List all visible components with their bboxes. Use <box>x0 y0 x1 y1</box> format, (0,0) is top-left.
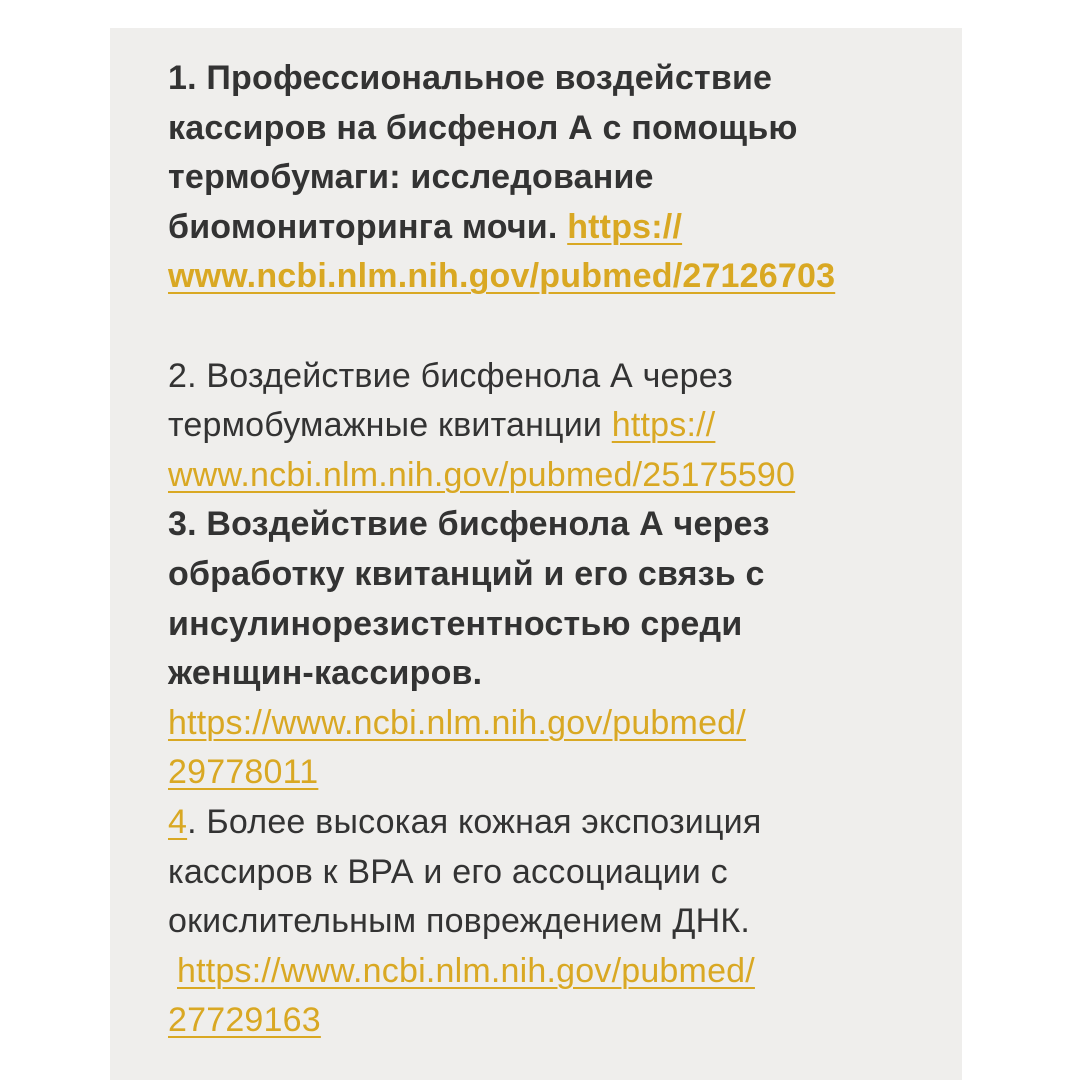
item-3-line-6 <box>168 748 938 798</box>
reference-item-4 <box>168 798 938 1046</box>
item-2-line-3 <box>168 451 938 501</box>
item-4-line-3: окислительным повреждением ДНК. <box>168 902 751 941</box>
item-4-link-part-2[interactable]: 27729163 <box>168 1001 321 1040</box>
item-3-line-5 <box>168 699 938 749</box>
item-1-line-2: кассиров на бисфенол А с помощью <box>168 108 798 147</box>
reference-item-2 <box>168 352 938 501</box>
item-3-line-2: обработку квитанций и его связь с <box>168 554 765 593</box>
item-1-link-part-2[interactable]: www.ncbi.nlm.nih.gov/pubmed/27126703 <box>168 257 836 296</box>
item-4-line-4 <box>168 947 938 997</box>
item-1-line-3: термобумаги: исследование <box>168 158 654 197</box>
reference-item-1 <box>168 54 938 302</box>
item-1-line-4 <box>168 203 938 253</box>
item-2-link-part-1[interactable]: https:// <box>611 406 716 445</box>
blank-line <box>168 302 938 352</box>
item-4-line-1-text: . Более высокая кожная экспозиция <box>187 802 762 841</box>
item-3-link-part-2[interactable]: 29778011 <box>168 753 319 792</box>
item-4-line-1 <box>168 798 938 848</box>
item-4-line-5 <box>168 996 938 1046</box>
item-4-number-link[interactable]: 4 <box>168 802 188 841</box>
item-1-line-1: 1. Профессиональное воздействие <box>168 59 773 97</box>
note-content <box>168 54 938 1046</box>
item-2-line-2 <box>168 401 938 451</box>
item-2-line-1: 2. Воздействие бисфенола А через <box>168 356 733 395</box>
item-1-link-part-1[interactable]: https:// <box>567 207 683 246</box>
item-3-line-1: 3. Воздействие бисфенола А через <box>168 505 770 544</box>
reference-item-3 <box>168 500 938 798</box>
item-2-link-part-2[interactable]: www.ncbi.nlm.nih.gov/pubmed/25175590 <box>168 455 796 494</box>
item-1-last-text: биомониторинга мочи. <box>168 207 568 246</box>
item-1-line-5 <box>168 252 938 302</box>
item-4-line-2: кассиров к ВРА и его ассоциации с <box>168 852 728 891</box>
item-4-link-part-1[interactable]: https://www.ncbi.nlm.nih.gov/pubmed/ <box>177 951 755 990</box>
item-3-link-part-1[interactable]: https://www.ncbi.nlm.nih.gov/pubmed/ <box>168 703 746 742</box>
item-2-line-2-text: термобумажные квитанции <box>168 406 612 445</box>
item-3-line-4: женщин-кассиров. <box>168 654 483 693</box>
item-3-line-3: инсулинорезистентностью среди <box>168 604 743 643</box>
